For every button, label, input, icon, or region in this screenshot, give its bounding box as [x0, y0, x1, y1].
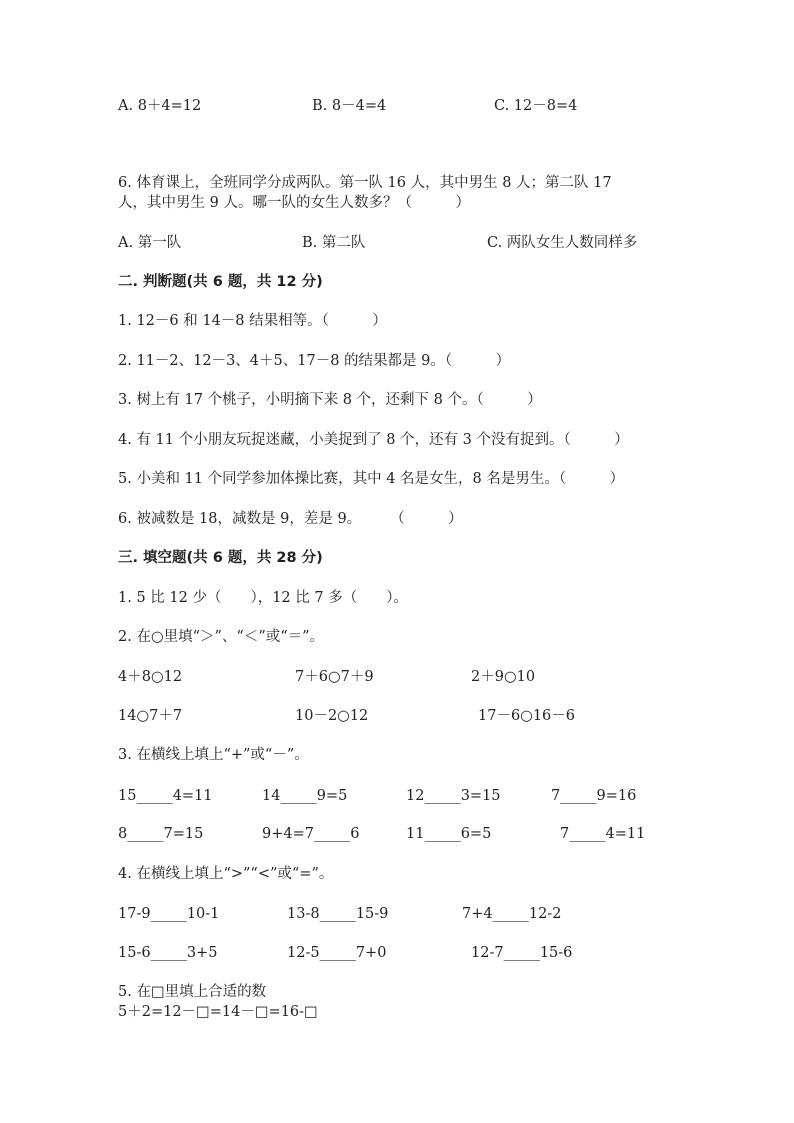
judge-item-1: 1. 12－6 和 14－8 结果相等。（ ） — [118, 313, 387, 329]
fill-q2-item: 4＋8○12 — [118, 669, 183, 685]
fill-q2-item: 7＋6○7＋9 — [295, 669, 374, 685]
judge-item-6: 6. 被减数是 18，减数是 9，差是 9。 （ ） — [118, 511, 463, 527]
fill-q3-item: 12_____3=15 — [406, 788, 501, 804]
fill-q3-prompt: 3. 在横线上填上“+”或“－”。 — [118, 747, 309, 763]
fill-q4-item: 12-5_____7+0 — [287, 945, 387, 961]
judge-item-2: 2. 11－2、12－3、4＋5、17－8 的结果都是 9。（ ） — [118, 353, 511, 369]
fill-q5-equation: 5＋2=12－□=14－□=16-□ — [118, 1004, 318, 1020]
q6-option-c: C. 两队女生人数同样多 — [487, 235, 638, 251]
fill-q4-item: 15-6_____3+5 — [118, 945, 218, 961]
judge-item-3: 3. 树上有 17 个桃子，小明摘下来 8 个，还剩下 8 个。（ ） — [118, 392, 542, 408]
q5-option-b: B. 8－4=4 — [312, 98, 387, 114]
q5-option-a: A. 8＋4=12 — [118, 98, 202, 114]
section2-title: 二. 判断题(共 6 题，共 12 分) — [118, 274, 323, 290]
fill-q3-item: 14_____9=5 — [262, 788, 348, 804]
fill-q1: 1. 5 比 12 少（ ），12 比 7 多（ ）。 — [118, 590, 408, 606]
fill-q3-item: 7_____9=16 — [551, 788, 637, 804]
fill-q2-item: 17－6○16－6 — [478, 708, 576, 724]
q6-option-b: B. 第二队 — [302, 235, 366, 251]
fill-q5-prompt: 5. 在□里填上合适的数 — [118, 984, 267, 1000]
q6-text-line2: 人，其中男生 9 人。哪一队的女生人数多？（ ） — [118, 195, 470, 211]
fill-q2-item: 10－2○12 — [295, 708, 369, 724]
q6-text-line1: 6. 体育课上，全班同学分成两队。第一队 16 人，其中男生 8 人；第二队 17 — [118, 175, 612, 191]
q5-option-c: C. 12－8=4 — [494, 98, 578, 114]
fill-q3-item: 7_____4=11 — [560, 826, 646, 842]
fill-q4-prompt: 4. 在横线上填上“>”“<”或“=”。 — [118, 866, 334, 882]
fill-q3-item: 9+4=7_____6 — [262, 826, 360, 842]
judge-item-4: 4. 有 11 个小朋友玩捉迷藏，小美捉到了 8 个，还有 3 个没有捉到。（ ） — [118, 432, 629, 448]
section3-title: 三. 填空题(共 6 题，共 28 分) — [118, 550, 323, 566]
fill-q3-item: 15_____4=11 — [118, 788, 213, 804]
fill-q2-item: 14○7＋7 — [118, 708, 183, 724]
fill-q4-item: 7+4_____12-2 — [462, 906, 562, 922]
fill-q3-item: 11_____6=5 — [406, 826, 492, 842]
fill-q4-item: 12-7_____15-6 — [471, 945, 573, 961]
q6-option-a: A. 第一队 — [118, 235, 182, 251]
fill-q4-item: 17-9_____10-1 — [118, 906, 220, 922]
fill-q3-item: 8_____7=15 — [118, 826, 204, 842]
fill-q2-prompt: 2. 在○里填“＞”、“＜”或“＝”。 — [118, 629, 325, 645]
judge-item-5: 5. 小美和 11 个同学参加体操比赛，其中 4 名是女生，8 名是男生。（ ） — [118, 471, 625, 487]
fill-q4-item: 13-8_____15-9 — [287, 906, 389, 922]
fill-q2-item: 2＋9○10 — [471, 669, 536, 685]
